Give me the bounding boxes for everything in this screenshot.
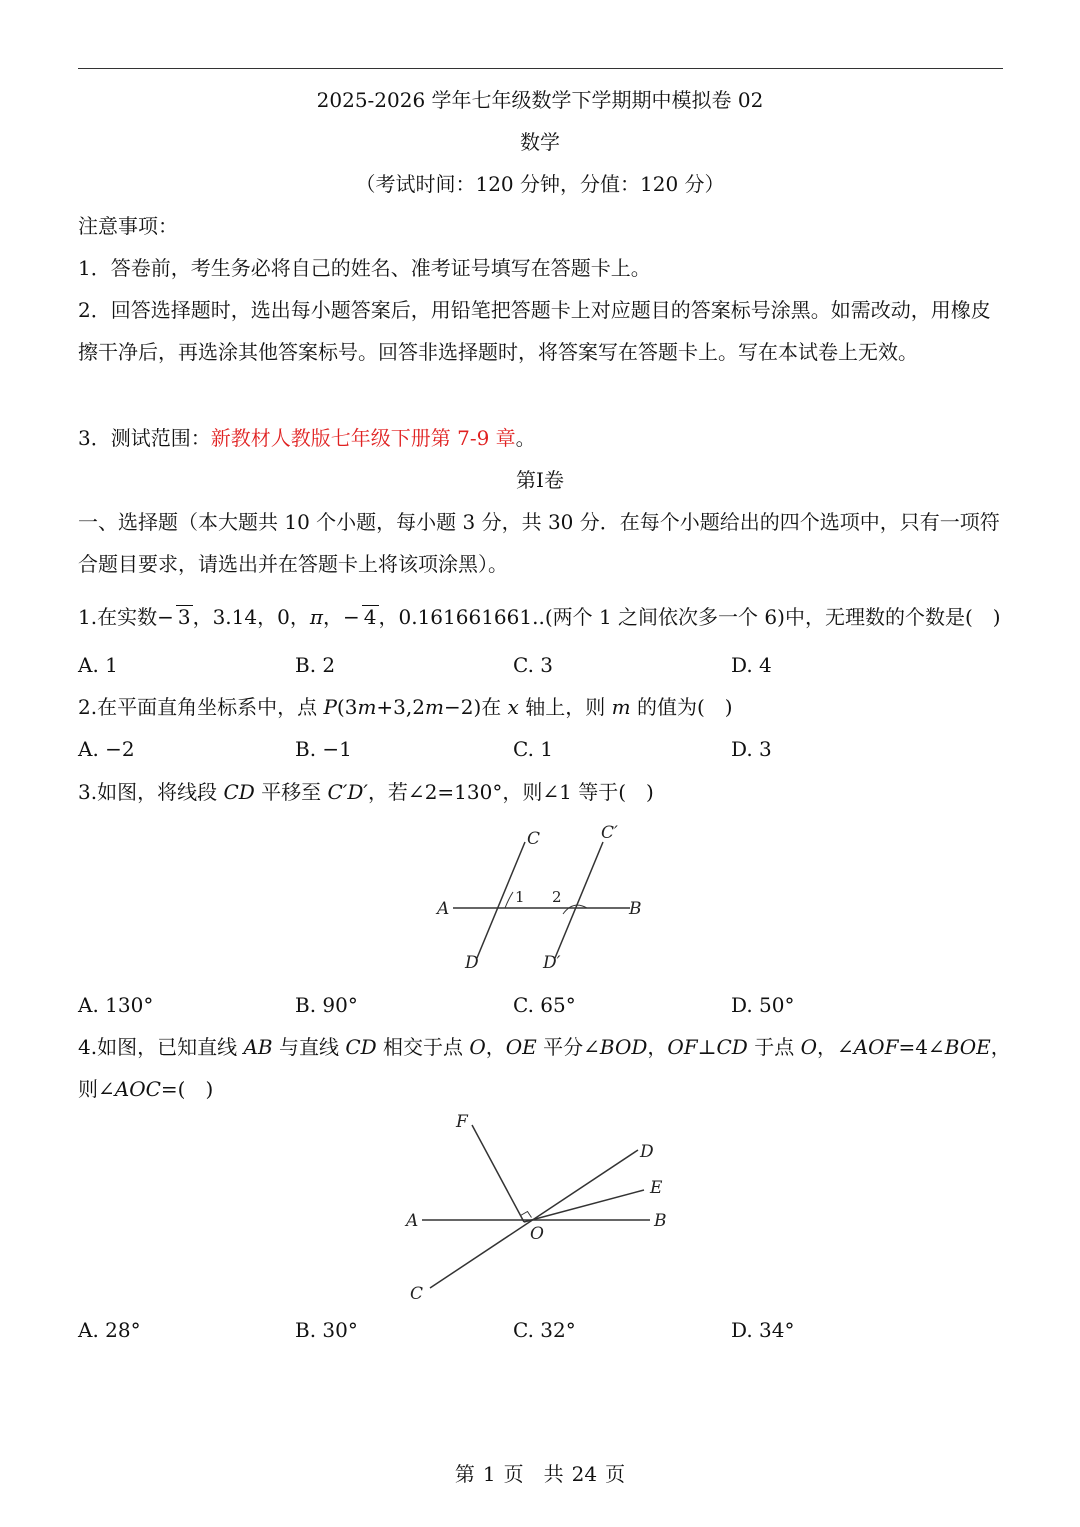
volume-label: 第Ⅰ卷 [516,468,564,492]
exam-info: （考试时间：120 分钟，分值：120 分） [355,172,725,196]
note-item-2: 2．回答选择题时，选出每小题答案后，用铅笔把答题卡上对应题目的答案标号涂黑。如需改动，用橡皮擦干净后，再选涂其他答案标号。回答非选择题时，将答案写在答题卡上。写在本试卷上无效。 [78,298,991,364]
sqrt-4: 4 [363,605,377,629]
exam-title: 2025-2026 学年七年级数学下学期期中模拟卷 02 [316,88,764,112]
notes-heading: 注意事项： [78,214,178,238]
page-footer: 第 1 页 共 24 页 [454,1462,626,1486]
question-4-stem: 4.如图，已知直线 AB 与直线 CD 相交于点 O，OE 平分∠BOD，OF⊥CD 于点 O，∠AOF=4∠BOE， [78,1035,1011,1059]
q4-option-c: C. 32° [513,1318,576,1342]
q3-option-a: A. 130° [78,993,154,1017]
question-3-stem: 3.如图，将线段 CD 平移至 C′D′，若∠2=130°，则∠1 等于( ) [78,780,654,804]
q4-option-a: A. 28° [78,1318,141,1342]
label-d-prime: D′ [543,953,561,973]
subject-title: 数学 [520,130,560,154]
figure-q4 [400,1105,680,1305]
question-4-stem-line2: 则∠AOC=( ) [78,1077,214,1101]
q1-option-a: A. 1 [78,653,118,677]
section-heading: 一、选择题（本大题共 10 个小题，每小题 3 分，共 30 分．在每个小题给出的四个选项中，只有一项符合题目要求，请选出并在答题卡上将该项涂黑）。 [78,510,1000,576]
label-d: D [465,953,479,973]
label-a: A [406,1211,419,1231]
label-a: A [437,899,450,919]
angle-1-arc [505,892,513,908]
test-scope: 新教材人教版七年级下册第 7-9 章 [210,426,516,450]
q3-option-d: D. 50° [731,993,795,1017]
q2-option-d: D. 3 [731,737,772,761]
q3-option-c: C. 65° [513,993,576,1017]
q2-option-b: B. −1 [295,737,352,761]
label-c: C [410,1284,424,1304]
header-rule [78,68,1003,69]
figure-q3 [425,820,655,975]
label-b: B [654,1211,667,1231]
label-angle-1: 1 [515,888,525,906]
question-1-stem: 1.在实数− 3 ，3.14，0，π，− 4 ，0.161661661..(两个 1 之间依次多一个 6)中，无理数的个数是( ) [78,605,1001,629]
page-number: 1 [482,1462,496,1486]
question-2-stem: 2.在平面直角坐标系中，点 P(3m+3,2m−2)在 x 轴上，则 m 的值为( ) [78,695,733,719]
label-e: E [650,1178,663,1198]
sqrt-3: 3 [177,605,191,629]
q2-option-a: A. −2 [78,737,135,761]
q1-option-b: B. 2 [295,653,336,677]
ray-oe [524,1190,644,1222]
q3-option-b: B. 90° [295,993,358,1017]
q1-option-c: C. 3 [513,653,554,677]
q2-option-c: C. 1 [513,737,554,761]
label-f: F [456,1112,468,1132]
note-item-1: 1．答卷前，考生务必将自己的姓名、准考证号填写在答题卡上。 [78,256,651,280]
right-angle-mark [521,1212,532,1218]
label-b: B [629,899,642,919]
segment-c2d2 [555,842,603,958]
label-d: D [640,1142,654,1162]
label-o: O [530,1224,544,1244]
total-pages: 24 [571,1462,598,1486]
q1-option-d: D. 4 [731,653,772,677]
ray-of [472,1125,524,1222]
note-item-3: 3．测试范围：新教材人教版七年级下册第 7-9 章。 [78,426,536,450]
label-c-prime: C′ [601,823,618,843]
q4-option-d: D. 34° [731,1318,795,1342]
label-c: C [527,829,541,849]
q4-option-b: B. 30° [295,1318,358,1342]
label-angle-2: 2 [552,888,562,906]
